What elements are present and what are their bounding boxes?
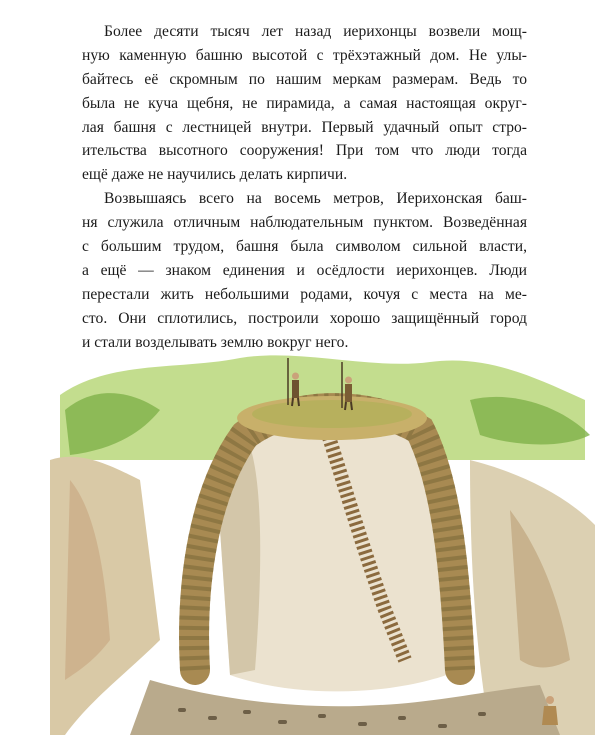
text-line: была не куча щебня, не пирамида, а самая настоящая округ- bbox=[82, 94, 527, 112]
text-line: Возвышаясь всего на восемь метров, Иерихонская баш- bbox=[104, 190, 527, 208]
text-line: ную каменную башню высотой с трёхэтажный дом. Не улы- bbox=[82, 46, 527, 64]
text-line: байтесь её скромным по нашим меркам размерам. Ведь то bbox=[82, 70, 527, 88]
paragraph-1 bbox=[82, 20, 527, 187]
text-line: перестали жить небольшими родами, кочуя с места на ме- bbox=[82, 285, 527, 303]
paragraph-2 bbox=[82, 187, 527, 354]
text-line: и стали возделывать землю вокруг него. bbox=[82, 333, 349, 351]
text-line: ня служила отличным наблюдательным пунктом. Возведённая bbox=[82, 214, 527, 232]
tower-top-moss bbox=[252, 400, 412, 428]
text-line: сто. Они сплотились, построили хорошо защищённый город bbox=[82, 309, 527, 327]
text-line: Более десяти тысяч лет назад иерихонцы возвели мощ- bbox=[104, 23, 527, 40]
text-line: а ещё — знаком единения и осёдлости иерихонцев. Люди bbox=[82, 261, 527, 279]
jericho-tower-illustration bbox=[40, 340, 600, 750]
text-line: ительства высотного сооружения! При том что люди тогда bbox=[82, 142, 527, 160]
text-line: с большим трудом, башня была символом сильной власти, bbox=[82, 238, 527, 256]
text-line: лая башня с лестницей внутри. Первый удачный опыт стро- bbox=[82, 118, 527, 136]
text-block bbox=[82, 20, 527, 354]
text-line: ещё даже не научились делать кирпичи. bbox=[82, 166, 348, 184]
